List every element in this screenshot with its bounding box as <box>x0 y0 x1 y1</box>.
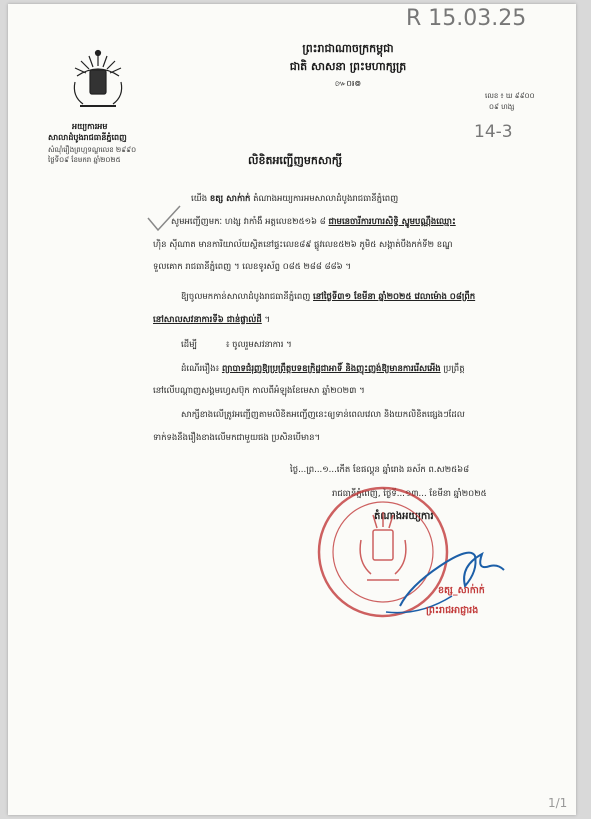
hearing-room: នៅសាលសវនាការទី៦ ជាន់ផ្ទាល់ដី <box>153 315 262 325</box>
kingdom-title: ព្រះរាជាណាចក្រកម្ពុជា <box>302 42 394 55</box>
closing-line-2: ទាក់ទងនឹងរឿងខាងលើមកជាមួយផង ប្រសិនបើមាន។ <box>153 433 321 443</box>
body-line-5 <box>181 292 475 304</box>
body-line-1-prefix: យើង <box>191 194 208 204</box>
purpose-line <box>181 340 292 352</box>
case-line-1 <box>181 364 465 376</box>
case-line-2: នៅលើបណ្តាញសង្គមហ្វេសប៊ុក កាលពីអំឡុងខែមេសា ឆ្នាំ២០២៣ ។ <box>153 386 365 396</box>
signer-title: តំណាងអយ្យការ <box>374 511 434 522</box>
signer-name: ខត្ស_សាក់ាក់ <box>438 585 485 596</box>
national-motto: ជាតិ សាសនា ព្រះមហាក្សត្រ <box>289 60 407 73</box>
body-line-1-rest: តំណាងអយ្យការអមសាលាដំបូងរាជធានីភ្នំពេញ <box>253 194 399 204</box>
body-line-2 <box>171 217 456 229</box>
handwritten-date-note: R 15.03.25 <box>406 6 527 31</box>
handwritten-signature <box>380 526 510 616</box>
witness-role: ជាមនេចារីការហារសិទ្ធិ ស្នូមបណ្ណឹងឈ្មោះ <box>328 217 456 227</box>
reference-label: លេខ ៖ <box>485 92 504 100</box>
body-line-1 <box>191 194 398 206</box>
witness-intro: សូមអញ្ជើញមកៈ ហង្ស វាកាំងឹ អត្តលេខ២៥១៦ ៨ <box>171 217 326 227</box>
lunar-date: ថ្ងៃ...ព្រ...១...កើត ខែផល្គុន ឆ្នាំរោង ឆស័ក ព.ស២៥៦៨ <box>290 465 470 475</box>
file-number: សំណុំរឿងព្រហ្មទណ្ឌលេខ ២៩៩០ <box>48 146 137 154</box>
case-charge: ព្យាបាទជំរុញឱ្យប្រព្រឹត្តបទឧក្រិដ្ឋជាអាទិ៍ និងញុះញង់ឱ្យមានការរើសអើង <box>221 364 441 374</box>
case-label: ដំណើររឿង៖ <box>181 364 220 374</box>
reference-number <box>485 92 535 102</box>
purpose-label: ដើម្បី <box>181 340 198 350</box>
file-date: ថ្ងៃទី០៩ ខែមករា ឆ្នាំ២០២៥ <box>48 156 121 164</box>
page-number: 1/1 <box>548 796 568 810</box>
document-title: លិខិតអញ្ជើញមកសាក្សី <box>248 154 343 167</box>
body-line-4: ទួលគោក រាជធានីភ្នំពេញ ។ លេខទូរស័ព្ទ ០៨៥ ២៨៨ ៨៨៦ ។ <box>153 262 352 272</box>
closing-line-1: សាក្សីខាងលើត្រូវអញ្ជើញតាមលិខិតអញ្ជើញនេះឲ្យទាន់ពេលវេលា និងយកលិខិតផ្សេងៗដែល <box>181 410 465 420</box>
case-tail: ប្រព្រឹត្ត <box>443 364 465 374</box>
document-page <box>8 4 576 815</box>
signer-role: ព្រះរាជអាជ្ញារង <box>426 605 479 616</box>
handwritten-margin-note: 14-3 <box>474 122 513 142</box>
court-name: សាលាដំបូងរាជធានីភ្នំពេញ <box>48 133 127 142</box>
summons-date-time: នៅថ្ងៃទី៣១ ខែមីនា ឆ្នាំ២០២៥ វេលាម៉ោង ០៨ព្រឹក <box>313 292 476 302</box>
summons-location: ឱ្យចូលមកកាន់សាលាដំបូងរាជធានីភ្នំពេញ <box>181 292 311 302</box>
prosecutor-name: ខត្ស សាក់ាក់ <box>209 194 251 204</box>
purpose-value: ៖ ចូលរួមសវនាការ ។ <box>225 340 292 350</box>
body-line-6-end: ។ <box>264 315 271 325</box>
body-line-6 <box>153 315 270 327</box>
place-and-date: រាជធានីភ្នំពេញ, ថ្ងៃទី...១៣... ខែមីនា ឆ្នាំ២០២៥ <box>332 489 487 499</box>
office-name: អយ្យការអម <box>72 122 108 131</box>
coat-of-arms-emblem <box>63 48 133 112</box>
body-line-3: ហ៊ិន ស៊ីណាត មានការិយាល័យស្ថិតនៅផ្ទះលេខ៨៩ ផ្លូវលេខ៥២៦ ភូមិ៥ សង្កាត់បឹងកក់ទី២ ខណ្ឌ <box>153 240 453 250</box>
header-ornament: ៚០៛៙ <box>334 79 362 88</box>
reference-sub: ០៩ ហង្ស <box>489 103 515 111</box>
reference-value: ឃ ៩៩០០ <box>505 92 535 100</box>
